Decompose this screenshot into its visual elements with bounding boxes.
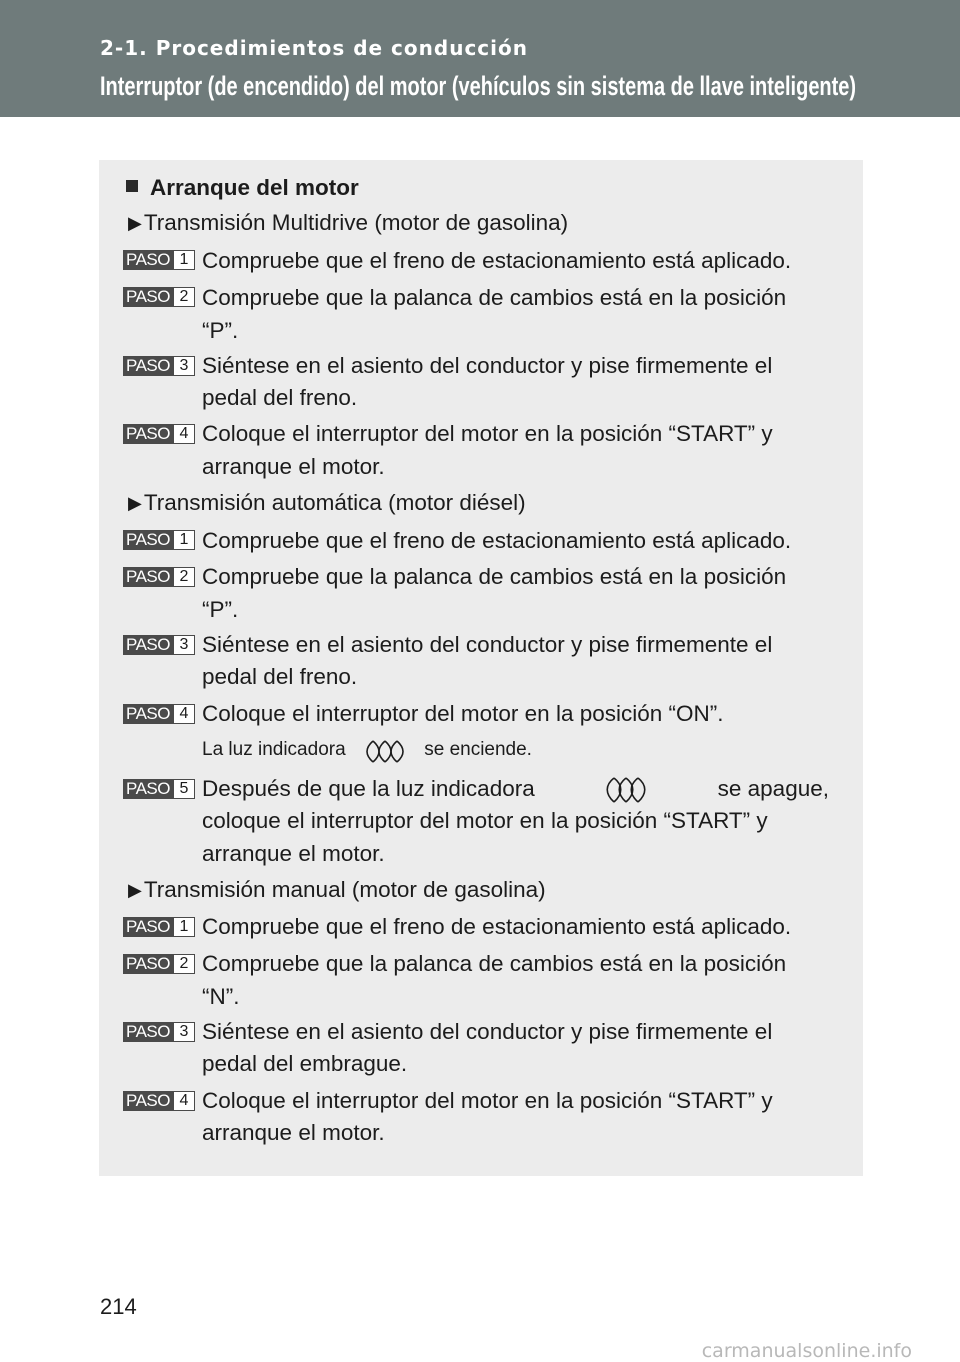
step-note [202,736,532,764]
page-header [0,0,960,117]
step-badge-number: 4 [173,704,195,724]
note-text-before: La luz indicadora [202,739,346,761]
transmission-label: Transmisión manual (motor de gasolina) [143,877,546,902]
step-badge-word: PASO [123,530,173,550]
step-text-line: Siéntese en el asiento del conductor y pise firmemente el [202,353,773,378]
step-text: Compruebe que el freno de estacionamiento está aplicado. [202,528,792,553]
step-text-line: pedal del freno. [202,385,358,410]
step-badge [123,356,195,376]
step-badge-number: 1 [173,917,195,937]
right-triangle-icon: ▶ [128,213,142,233]
step-badge [123,287,195,307]
step-badge-number: 3 [173,356,195,376]
note-text-after: se enciende. [424,739,532,761]
section-label: 2-1. Procedimientos de conducción [100,36,528,60]
step-badge-number: 2 [173,567,195,587]
step-text-part: Después de que la luz indicadora [202,776,535,801]
glow-plug-indicator-icon [351,736,419,764]
step-badge-number: 1 [173,530,195,550]
step-badge [123,567,195,587]
step-badge-number: 2 [173,954,195,974]
step-badge [123,530,195,550]
step-text-line: coloque el interruptor del motor en la posición “START” y [202,808,768,833]
step-badge [123,704,195,724]
heading-text: Arranque del motor [150,175,359,200]
step-badge [123,917,195,937]
step-badge [123,1022,195,1042]
step-badge-number: 1 [173,250,195,270]
step-text-line: Siéntese en el asiento del conductor y pise firmemente el [202,1019,773,1044]
transmission-label: Transmisión Multidrive (motor de gasolina) [143,210,569,235]
step-text-line: “N”. [202,984,240,1009]
step-text-line: “P”. [202,318,239,343]
step-text-line: Siéntese en el asiento del conductor y pise firmemente el [202,632,773,657]
step-badge-number: 3 [173,635,195,655]
step-badge-number: 5 [173,779,195,799]
step-text-line: “P”. [202,597,239,622]
step-text: Compruebe que el freno de estacionamiento está aplicado. [202,914,792,939]
transmission-label: Transmisión automática (motor diésel) [143,490,526,515]
step-text-line [202,773,829,805]
step-badge-word: PASO [123,704,173,724]
step-badge-word: PASO [123,1022,173,1042]
step-badge-number: 2 [173,287,195,307]
page-number: 214 [100,1294,137,1319]
step-text-line: Compruebe que la palanca de cambios está en la posición [202,564,787,589]
step-text: Compruebe que el freno de estacionamiento está aplicado. [202,248,792,273]
step-badge [123,1091,195,1111]
step-text-line: arranque el motor. [202,454,385,479]
step-badge [123,635,195,655]
step-badge [123,424,195,444]
step-badge-word: PASO [123,424,173,444]
step-badge-number: 4 [173,424,195,444]
step-badge-word: PASO [123,567,173,587]
step-text-line: Compruebe que la palanca de cambios está en la posición [202,951,787,976]
step-text-line: arranque el motor. [202,841,385,866]
step-badge-word: PASO [123,917,173,937]
step-badge-number: 3 [173,1022,195,1042]
step-badge-word: PASO [123,356,173,376]
step-badge-word: PASO [123,250,173,270]
step-text-line: pedal del freno. [202,664,358,689]
step-badge-word: PASO [123,954,173,974]
step-text-part: se apague, [717,776,829,801]
transmission-heading-manual [128,874,546,906]
step-badge-word: PASO [123,287,173,307]
step-text-line: arranque el motor. [202,1120,385,1145]
step-text-line: Coloque el interruptor del motor en la posición “START” y [202,1088,773,1113]
step-badge-word: PASO [123,779,173,799]
step-badge-word: PASO [123,1091,173,1111]
watermark: carmanualsonline.info [701,1340,912,1362]
square-bullet-icon [126,180,138,192]
right-triangle-icon: ▶ [128,493,142,513]
step-text-line: Coloque el interruptor del motor en la posición “START” y [202,421,773,446]
step-badge [123,250,195,270]
section-heading [126,172,359,204]
transmission-heading-automatic [128,487,526,519]
page-title: Interruptor (de encendido) del motor (vehículos sin sistema de llave inteligente) [100,71,857,101]
step-text-line: pedal del embrague. [202,1051,408,1076]
step-badge-number: 4 [173,1091,195,1111]
step-text-line: Compruebe que la palanca de cambios está en la posición [202,285,787,310]
right-triangle-icon: ▶ [128,880,142,900]
step-badge [123,954,195,974]
glow-plug-indicator-icon [590,774,662,804]
step-text: Coloque el interruptor del motor en la posición “ON”. [202,701,724,726]
transmission-heading-multidrive [128,207,568,239]
step-badge [123,779,195,799]
step-badge-word: PASO [123,635,173,655]
